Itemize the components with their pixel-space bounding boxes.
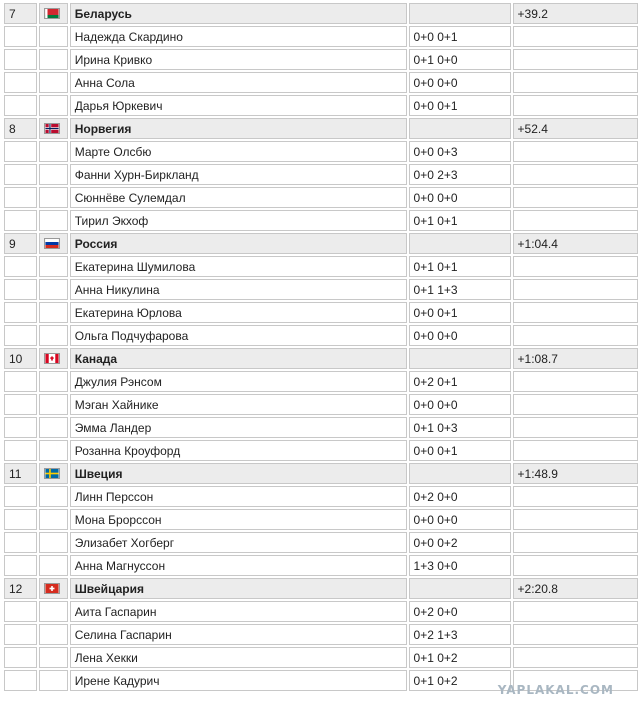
athlete-rank (4, 509, 37, 530)
athlete-shooting: 0+1 0+3 (409, 417, 511, 438)
team-time: +52.4 (513, 118, 638, 139)
team-flag (39, 578, 68, 599)
athlete-name: Мона Брорссон (70, 509, 407, 530)
athlete-name: Екатерина Шумилова (70, 256, 407, 277)
athlete-name: Дарья Юркевич (70, 95, 407, 116)
athlete-row (4, 302, 638, 323)
athlete-row (4, 210, 638, 231)
athlete-flag (39, 187, 68, 208)
athlete-flag (39, 210, 68, 231)
team-name: Швейцария (70, 578, 407, 599)
athlete-shooting: 0+0 0+2 (409, 532, 511, 553)
athlete-time (513, 394, 638, 415)
athlete-time (513, 647, 638, 668)
athlete-row (4, 95, 638, 116)
team-time: +1:48.9 (513, 463, 638, 484)
athlete-time (513, 141, 638, 162)
athlete-row (4, 279, 638, 300)
athlete-shooting: 0+2 0+0 (409, 486, 511, 507)
team-shooting (409, 463, 511, 484)
athlete-shooting: 0+0 2+3 (409, 164, 511, 185)
team-row (4, 233, 638, 254)
team-row (4, 118, 638, 139)
athlete-shooting: 0+1 0+0 (409, 49, 511, 70)
team-time: +2:20.8 (513, 578, 638, 599)
athlete-shooting: 0+0 0+0 (409, 72, 511, 93)
athlete-time (513, 95, 638, 116)
athlete-flag (39, 49, 68, 70)
athlete-time (513, 601, 638, 622)
athlete-name: Надежда Скардино (70, 26, 407, 47)
athlete-name: Элизабет Хогберг (70, 532, 407, 553)
athlete-flag (39, 95, 68, 116)
canada-flag-icon (44, 353, 63, 364)
team-flag (39, 3, 68, 24)
athlete-row (4, 647, 638, 668)
athlete-name: Джулия Рэнсом (70, 371, 407, 392)
team-rank: 12 (4, 578, 37, 599)
athlete-time (513, 624, 638, 645)
athlete-flag (39, 141, 68, 162)
athlete-rank (4, 72, 37, 93)
belarus-flag-icon (44, 8, 63, 19)
athlete-name: Фанни Хурн-Биркланд (70, 164, 407, 185)
athlete-shooting: 0+1 0+1 (409, 256, 511, 277)
athlete-rank (4, 95, 37, 116)
team-name: Россия (70, 233, 407, 254)
results-body (4, 3, 638, 691)
sweden-flag-icon (44, 468, 63, 479)
athlete-shooting: 1+3 0+0 (409, 555, 511, 576)
athlete-flag (39, 486, 68, 507)
athlete-rank (4, 647, 37, 668)
athlete-name: Лена Хекки (70, 647, 407, 668)
athlete-shooting: 0+1 1+3 (409, 279, 511, 300)
athlete-row (4, 325, 638, 346)
athlete-time (513, 26, 638, 47)
athlete-name: Сюннёве Сулемдал (70, 187, 407, 208)
athlete-time (513, 532, 638, 553)
athlete-row (4, 26, 638, 47)
athlete-flag (39, 670, 68, 691)
athlete-flag (39, 417, 68, 438)
athlete-shooting: 0+0 0+1 (409, 302, 511, 323)
athlete-shooting: 0+2 0+1 (409, 371, 511, 392)
athlete-rank (4, 601, 37, 622)
athlete-row (4, 164, 638, 185)
athlete-name: Анна Никулина (70, 279, 407, 300)
athlete-time (513, 210, 638, 231)
team-time: +1:08.7 (513, 348, 638, 369)
athlete-rank (4, 141, 37, 162)
team-rank: 9 (4, 233, 37, 254)
athlete-flag (39, 26, 68, 47)
athlete-shooting: 0+2 0+0 (409, 601, 511, 622)
athlete-shooting: 0+0 0+1 (409, 26, 511, 47)
athlete-row (4, 49, 638, 70)
athlete-name: Тирил Экхоф (70, 210, 407, 231)
athlete-rank (4, 440, 37, 461)
team-time: +39.2 (513, 3, 638, 24)
athlete-shooting: 0+0 0+3 (409, 141, 511, 162)
athlete-row (4, 509, 638, 530)
athlete-flag (39, 624, 68, 645)
athlete-rank (4, 532, 37, 553)
athlete-name: Екатерина Юрлова (70, 302, 407, 323)
switzerland-flag-icon (44, 583, 63, 594)
team-name: Швеция (70, 463, 407, 484)
team-flag (39, 463, 68, 484)
team-rank: 11 (4, 463, 37, 484)
athlete-flag (39, 647, 68, 668)
athlete-shooting: 0+1 0+2 (409, 647, 511, 668)
athlete-flag (39, 371, 68, 392)
athlete-time (513, 302, 638, 323)
athlete-shooting: 0+0 0+1 (409, 440, 511, 461)
athlete-flag (39, 256, 68, 277)
athlete-time (513, 325, 638, 346)
team-row (4, 578, 638, 599)
team-shooting (409, 233, 511, 254)
athlete-shooting: 0+0 0+0 (409, 509, 511, 530)
athlete-name: Мэган Хайнике (70, 394, 407, 415)
athlete-name: Селина Гаспарин (70, 624, 407, 645)
athlete-row (4, 417, 638, 438)
athlete-flag (39, 325, 68, 346)
athlete-shooting: 0+0 0+0 (409, 394, 511, 415)
athlete-name: Аита Гаспарин (70, 601, 407, 622)
team-flag (39, 118, 68, 139)
athlete-time (513, 440, 638, 461)
athlete-shooting: 0+0 0+0 (409, 325, 511, 346)
athlete-rank (4, 279, 37, 300)
athlete-flag (39, 555, 68, 576)
athlete-row (4, 371, 638, 392)
team-shooting (409, 3, 511, 24)
athlete-flag (39, 532, 68, 553)
athlete-rank (4, 164, 37, 185)
athlete-time (513, 486, 638, 507)
athlete-row (4, 72, 638, 93)
team-rank: 8 (4, 118, 37, 139)
athlete-flag (39, 601, 68, 622)
athlete-name: Марте Олсбю (70, 141, 407, 162)
team-name: Канада (70, 348, 407, 369)
athlete-time (513, 256, 638, 277)
athlete-row (4, 555, 638, 576)
athlete-shooting: 0+2 1+3 (409, 624, 511, 645)
athlete-rank (4, 371, 37, 392)
athlete-rank (4, 26, 37, 47)
athlete-name: Линн Перссон (70, 486, 407, 507)
athlete-shooting: 0+1 0+2 (409, 670, 511, 691)
athlete-time (513, 72, 638, 93)
team-name: Беларусь (70, 3, 407, 24)
team-shooting (409, 578, 511, 599)
athlete-row (4, 601, 638, 622)
athlete-name: Ольга Подчуфарова (70, 325, 407, 346)
athlete-row (4, 440, 638, 461)
athlete-rank (4, 394, 37, 415)
athlete-flag (39, 509, 68, 530)
athlete-flag (39, 72, 68, 93)
athlete-shooting: 0+1 0+1 (409, 210, 511, 231)
athlete-name: Анна Магнуссон (70, 555, 407, 576)
athlete-time (513, 164, 638, 185)
athlete-time (513, 509, 638, 530)
team-flag (39, 348, 68, 369)
team-row (4, 348, 638, 369)
team-shooting (409, 348, 511, 369)
athlete-row (4, 141, 638, 162)
team-shooting (409, 118, 511, 139)
athlete-name: Эмма Ландер (70, 417, 407, 438)
athlete-name: Ирина Кривко (70, 49, 407, 70)
athlete-flag (39, 279, 68, 300)
athlete-row (4, 394, 638, 415)
athlete-rank (4, 302, 37, 323)
team-row (4, 463, 638, 484)
athlete-rank (4, 555, 37, 576)
athlete-rank (4, 417, 37, 438)
athlete-time (513, 187, 638, 208)
athlete-rank (4, 486, 37, 507)
athlete-time (513, 279, 638, 300)
team-time: +1:04.4 (513, 233, 638, 254)
athlete-flag (39, 394, 68, 415)
athlete-name: Ирене Кадурич (70, 670, 407, 691)
athlete-flag (39, 164, 68, 185)
athlete-name: Розанна Кроуфорд (70, 440, 407, 461)
watermark-logo: YAPLAKAL.COM (497, 683, 614, 697)
athlete-time (513, 371, 638, 392)
athlete-row (4, 624, 638, 645)
athlete-rank (4, 624, 37, 645)
team-rank: 7 (4, 3, 37, 24)
athlete-name: Анна Сола (70, 72, 407, 93)
norway-flag-icon (44, 123, 63, 134)
athlete-time (513, 417, 638, 438)
athlete-row (4, 486, 638, 507)
russia-flag-icon (44, 238, 63, 249)
athlete-shooting: 0+0 0+1 (409, 95, 511, 116)
team-flag (39, 233, 68, 254)
athlete-row (4, 532, 638, 553)
athlete-flag (39, 302, 68, 323)
athlete-row (4, 256, 638, 277)
team-row (4, 3, 638, 24)
athlete-rank (4, 325, 37, 346)
athlete-row (4, 187, 638, 208)
athlete-rank (4, 210, 37, 231)
athlete-rank (4, 49, 37, 70)
athlete-rank (4, 670, 37, 691)
team-rank: 10 (4, 348, 37, 369)
athlete-time (513, 555, 638, 576)
results-table (2, 1, 640, 693)
athlete-rank (4, 187, 37, 208)
athlete-rank (4, 256, 37, 277)
athlete-time (513, 49, 638, 70)
athlete-shooting: 0+0 0+0 (409, 187, 511, 208)
athlete-flag (39, 440, 68, 461)
team-name: Норвегия (70, 118, 407, 139)
